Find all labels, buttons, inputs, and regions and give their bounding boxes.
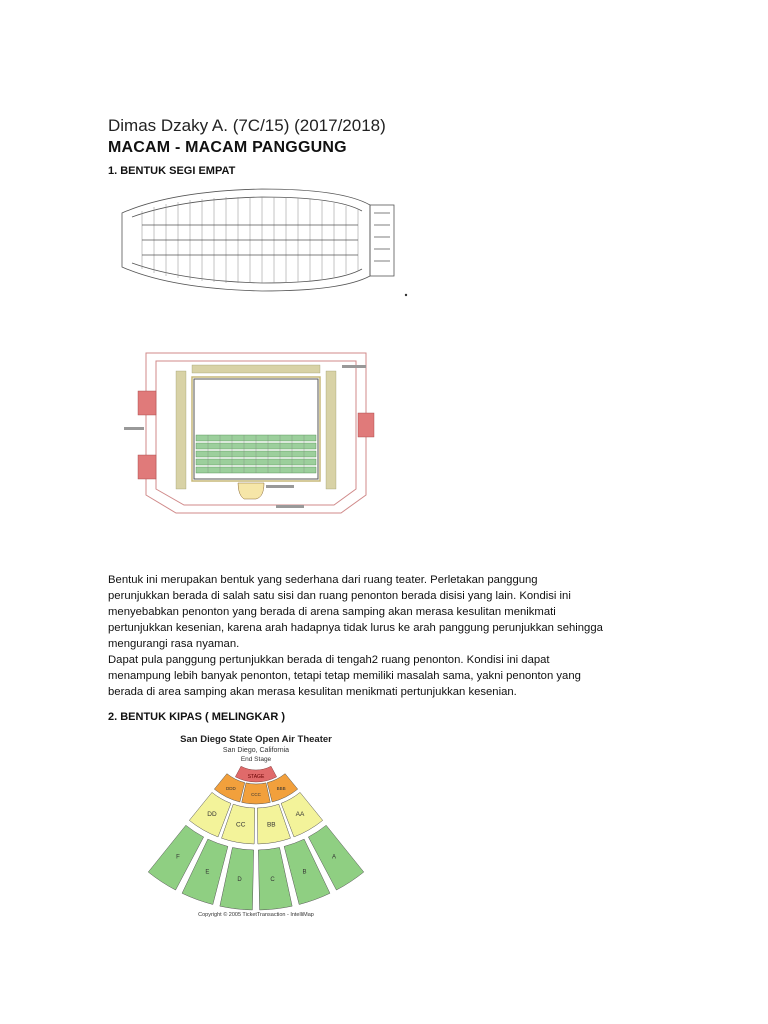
paragraph-line: menyebabkan penonton yang berada di arena samping akan merasa kesulitan menikmati xyxy=(108,606,556,618)
mid-section-label: AA xyxy=(295,811,305,819)
fan-sections xyxy=(148,766,364,910)
section-1-heading: 1. BENTUK SEGI EMPAT xyxy=(108,165,236,177)
outer-section-label: D xyxy=(237,877,242,884)
section-2-heading: 2. BENTUK KIPAS ( MELINGKAR ) xyxy=(108,711,286,723)
outer-section-label: E xyxy=(205,869,210,876)
stage-label: STAGE xyxy=(247,774,265,780)
seating-chart-copyright: Copyright © 2005 TicketTransaction - IntelliMap xyxy=(198,912,314,918)
mid-section-label: DD xyxy=(207,811,217,819)
mid-section-label: BB xyxy=(266,821,276,829)
paragraph-line: pertunjukkan kesenian, karena arah hadapnya tidak lurus ke arah panggung perunjukkan sehingga xyxy=(108,622,603,634)
mid-section-label: CC xyxy=(236,821,246,829)
description-paragraph xyxy=(108,572,688,700)
fan-seating-chart xyxy=(148,728,398,923)
outer-section-label: C xyxy=(270,877,275,884)
paragraph-line: perunjukkan berada di salah satu sisi dan ruang penonton berada disisi yang lain. Kondisi ini xyxy=(108,590,571,602)
paragraph-line: Bentuk ini merupakan bentuk yang sederhana dari ruang teater. Perletakan panggung xyxy=(108,574,538,586)
author-line: Dimas Dzaky A. (7C/15) (2017/2018) xyxy=(108,116,386,135)
rectangular-theater-sketch xyxy=(112,183,412,298)
center-stage-theater-sketch xyxy=(116,345,394,523)
paragraph-line: Dapat pula panggung pertunjukkan berada di tengah2 ruang penonton. Kondisi ini dapat xyxy=(108,654,550,666)
outer-section-label: F xyxy=(176,854,180,861)
seating-chart-location: San Diego, California xyxy=(222,747,290,754)
outer-section-label: A xyxy=(332,854,337,861)
seating-chart-config: End Stage xyxy=(240,756,272,763)
outer-section-label: B xyxy=(302,869,307,876)
seating-chart-title: San Diego State Open Air Theater xyxy=(180,734,332,745)
page-title: MACAM - MACAM PANGGUNG xyxy=(108,139,347,156)
inner-section-label: BBB xyxy=(276,786,286,792)
inner-section-label: DDD xyxy=(225,786,236,792)
inner-section-label: CCC xyxy=(251,792,261,797)
paragraph-line: menampung lebih banyak penonton, tetapi tetap memiliki masalah sama, yakni penonton yang xyxy=(108,670,581,682)
paragraph-line: mengurangi rasa nyaman. xyxy=(108,638,240,650)
paragraph-line: berada di area samping akan merasa kesulitan menikmati pertunjukkan kesenian. xyxy=(108,686,517,698)
